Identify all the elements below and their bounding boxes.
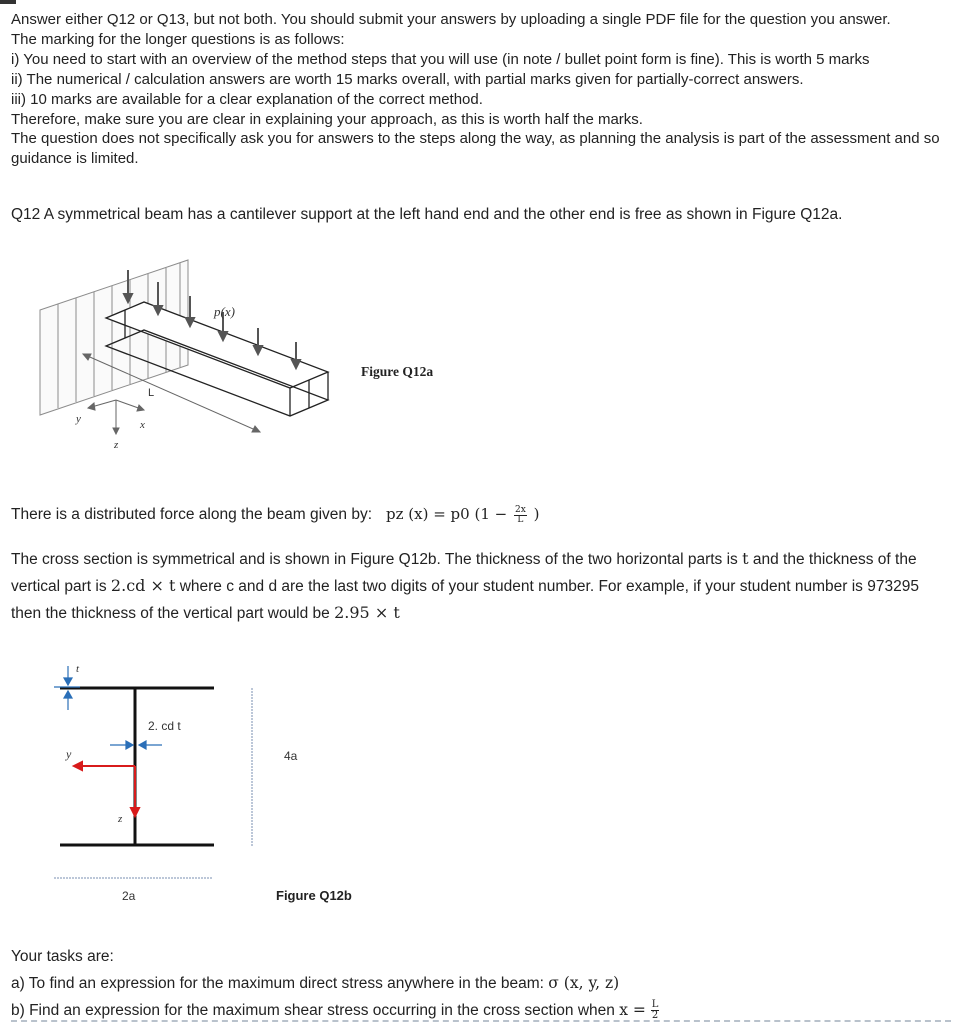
axis-x-label: x	[140, 419, 145, 431]
cross-text-1: The cross section is symmetrical and is shown in Figure Q12b. The thickness of the two horizontal parts is	[11, 551, 743, 568]
instruction-line-3: i) You need to start with an overview of the method steps that you will use (in note / bullet point form is fine). This is worth 5 marks	[11, 50, 870, 68]
task-b-fraction	[651, 1000, 660, 1021]
height-label: 4a	[284, 749, 298, 763]
force-eq-close: )	[533, 505, 540, 523]
force-equation	[386, 505, 539, 525]
flange-t-label: t	[76, 663, 80, 675]
axis-y-label-b: y	[66, 747, 72, 761]
task-a-text: a) To find an expression for the maximum direct stress anywhere in the beam:	[11, 975, 549, 992]
cross-thickness-expr: 2.cd × t	[110, 576, 176, 595]
figure-q12b-caption: Figure Q12b	[276, 888, 352, 903]
instructions-block	[11, 10, 946, 169]
instruction-line-1: Answer either Q12 or Q13, but not both. You should submit your answers by uploading a single PDF file for the question you answer.	[11, 11, 891, 28]
axis-z-label: z	[114, 439, 119, 451]
question-q12-text: Q12 A symmetrical beam has a cantilever support at the left hand end and the other end is free as shown in Figure Q12a.	[11, 206, 843, 223]
coordinate-axes	[88, 400, 144, 434]
force-eq-denominator: L	[517, 514, 524, 525]
cross-t: t	[742, 549, 749, 568]
force-eq-fraction	[514, 506, 527, 525]
force-text: There is a distributed force along the beam given by:	[11, 505, 373, 523]
centroid-axes-red	[74, 762, 139, 816]
cross-example-expr: 2.95 × t	[334, 603, 400, 622]
cross-text-2: and the thickness of the vertical part is	[11, 551, 917, 595]
cross-text-3: where c and d are the last two digits of your student number. For example, if your student number is 973295 then the thickness of the vertical part would be	[11, 578, 919, 622]
distributed-force-statement	[11, 505, 539, 525]
force-eq-numerator: 2x	[514, 504, 526, 515]
task-b-expr: x =	[619, 1001, 651, 1019]
axis-z-label-b: z	[118, 813, 123, 825]
task-b-text: b) Find an expression for the maximum shear stress occurring in the cross section when	[11, 1002, 620, 1019]
bottom-divider	[11, 1020, 951, 1022]
force-eq-lhs: pz (x) = p0 (1 −	[386, 505, 508, 523]
task-a	[11, 970, 659, 997]
cross-section-statement	[11, 546, 951, 627]
instruction-line-4: ii) The numerical / calculation answers are worth 15 marks overall, with partial marks given for partially-correct answers.	[11, 70, 804, 88]
tasks-heading: Your tasks are:	[11, 948, 114, 965]
cantilever-beam-diagram	[28, 250, 348, 460]
instruction-line-2: The marking for the longer questions is as follows:	[11, 30, 345, 48]
figure-q12b	[40, 650, 298, 903]
instruction-line-6: Therefore, make sure you are clear in explaining your approach, as this is worth half the marks.	[11, 110, 643, 128]
tasks-block	[11, 944, 659, 1024]
figure-q12a-caption: Figure Q12a	[361, 364, 434, 379]
corner-mark	[0, 0, 16, 4]
task-a-expr: σ (x, y, z)	[548, 974, 620, 992]
task-b-numerator: L	[651, 999, 659, 1011]
figure-q12a	[28, 250, 348, 465]
i-section-diagram	[40, 650, 298, 903]
load-label: p(x)	[214, 304, 235, 319]
axis-y-label: y	[76, 413, 81, 425]
instruction-line-5: iii) 10 marks are available for a clear explanation of the correct method.	[11, 90, 483, 108]
instruction-line-7: The question does not specifically ask you for answers to the steps along the way, as planning the analysis is part of the assessment and so guidance is limited.	[11, 130, 940, 168]
width-label: 2a	[122, 889, 136, 903]
web-thickness-label: 2. cd t	[148, 719, 181, 733]
length-label: L	[148, 387, 155, 399]
task-b-denominator: 2	[651, 1010, 659, 1022]
